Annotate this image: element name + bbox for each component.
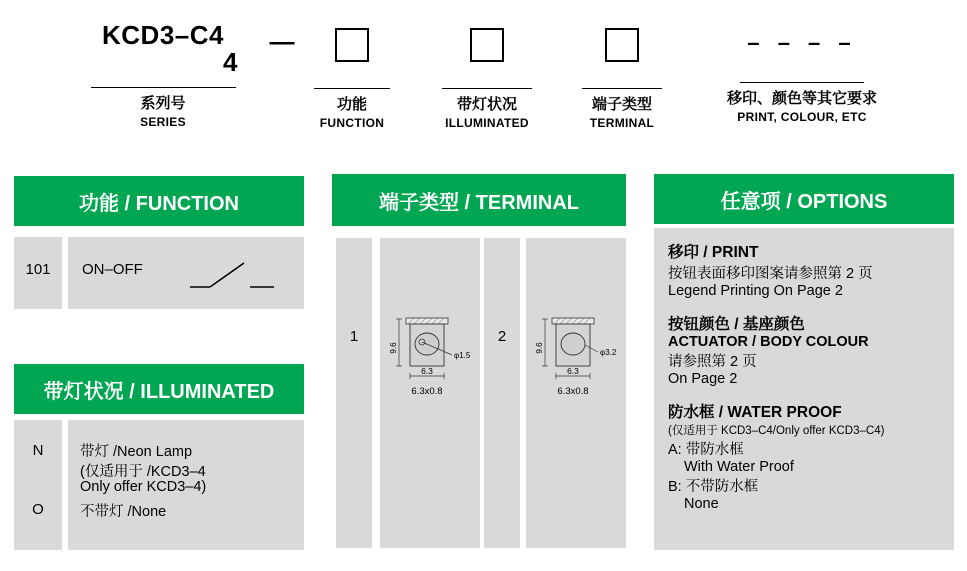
header-column-separator-dash — [262, 30, 302, 55]
terminal-code-1: 1 — [349, 328, 359, 345]
options-label-en: PRINT, COLOUR, ETC — [737, 110, 867, 124]
function-panel-header — [14, 176, 304, 226]
function-code-101: 101 — [25, 261, 51, 278]
illuminated-n-line-1: 带灯 /Neon Lamp — [80, 444, 193, 460]
options-spacer-1 — [668, 299, 942, 312]
illuminated-panel-title: 带灯状况 / ILLUMINATED — [43, 380, 275, 403]
options-panel-header — [654, 174, 954, 224]
function-row-code-cell — [14, 237, 62, 309]
terminal-row-1-drawing-cell — [380, 238, 480, 548]
terminal-1-dim-width: 6.3 — [421, 366, 433, 376]
options-waterproof-option-a-en: With Water Proof — [684, 459, 794, 475]
terminal-label-en: TERMINAL — [589, 116, 655, 130]
illuminated-label-cn: 带灯状况 — [456, 96, 517, 113]
options-print-line-2: Legend Printing On Page 2 — [668, 283, 843, 299]
series-label-en: SERIES — [140, 114, 186, 129]
options-dashes: – – – – — [747, 30, 857, 55]
options-section-print-heading: 移印 / PRINT — [668, 244, 759, 261]
illuminated-panel-header — [14, 364, 304, 414]
terminal-underline — [582, 88, 662, 89]
illuminated-label-en: ILLUMINATED — [445, 116, 529, 130]
options-section-colour-heading: 按钮颜色 / 基座颜色 — [668, 316, 805, 333]
illuminated-desc-cell — [68, 420, 304, 550]
terminal-2-dim-hole: φ3.2 — [600, 348, 617, 357]
series-code: KCD3–C4 4 — [102, 20, 238, 78]
illuminated-n-line-2: (仅适用于 /KCD3–4 — [80, 464, 206, 480]
terminal-2-dim-height: 9.6 — [535, 342, 544, 354]
terminal-panel-title: 端子类型 / TERMINAL — [379, 191, 579, 214]
separator-dash: — — [269, 28, 295, 56]
illuminated-code-n: N — [32, 442, 44, 459]
function-row-desc-cell — [68, 237, 304, 309]
options-colour-line-3: On Page 2 — [668, 371, 738, 387]
options-waterproof-option-b-en: None — [684, 496, 719, 512]
part-number-breakdown — [0, 0, 967, 150]
terminal-code-2: 2 — [497, 328, 507, 345]
illuminated-o-line-1: 不带灯 /None — [80, 504, 167, 520]
header-column-series — [84, 22, 242, 129]
series-label-cn: 系列号 — [140, 94, 186, 112]
header-column-function — [306, 28, 398, 130]
terminal-2-dim-width: 6.3 — [567, 366, 579, 376]
terminal-row-1-code-cell — [336, 238, 372, 548]
function-underline — [314, 88, 390, 89]
terminal-label-cn: 端子类型 — [591, 96, 652, 113]
options-colour-line-1: ACTUATOR / BODY COLOUR — [668, 334, 869, 350]
options-panel-title: 任意项 / OPTIONS — [720, 190, 888, 213]
terminal-1-dim-height: 9.6 — [389, 342, 398, 354]
options-print-line-1: 按钮表面移印图案请参照第 2 页 — [668, 266, 873, 282]
terminal-2-caption: 6.3x0.8 — [557, 386, 589, 397]
illuminated-code-o: O — [32, 501, 44, 518]
options-section-waterproof-heading: 防水框 / WATER PROOF — [668, 404, 842, 421]
illuminated-n-line-3: Only offer KCD3–4) — [80, 479, 207, 495]
terminal-2-drawing-icon — [526, 300, 626, 440]
terminal-row-2-code-cell — [484, 238, 520, 548]
header-column-options — [692, 30, 912, 124]
options-label-cn: 移印、颜色等其它要求 — [726, 90, 877, 107]
options-colour-line-2: 请参照第 2 页 — [668, 354, 757, 370]
terminal-1-drawing-icon — [380, 300, 480, 440]
terminal-row-2-drawing-cell — [526, 238, 626, 548]
function-desc-label: ON–OFF — [82, 261, 143, 278]
series-underline — [91, 87, 236, 88]
terminal-1-caption: 6.3x0.8 — [411, 386, 443, 397]
options-underline — [740, 82, 864, 83]
options-waterproof-option-b: B: 不带防水框 — [668, 479, 759, 495]
function-code-box — [335, 28, 369, 62]
spdt-switch-symbol-icon — [188, 251, 288, 297]
function-label-cn: 功能 — [336, 96, 367, 113]
options-waterproof-option-a: A: 带防水框 — [668, 442, 744, 458]
function-label-en: FUNCTION — [319, 116, 385, 130]
header-column-illuminated — [434, 28, 540, 130]
illuminated-underline — [442, 88, 532, 89]
illuminated-code-box — [470, 28, 504, 62]
terminal-code-box — [605, 28, 639, 62]
function-panel-title: 功能 / FUNCTION — [79, 192, 239, 215]
terminal-1-dim-hole: φ1.5 — [454, 351, 471, 360]
terminal-panel-header — [332, 174, 626, 226]
options-spacer-2 — [668, 387, 942, 400]
illuminated-code-cell — [14, 420, 62, 550]
header-column-terminal — [574, 28, 670, 130]
options-waterproof-note: (仅适用于 KCD3–C4/Only offer KCD3–C4) — [668, 425, 885, 437]
options-panel-body — [654, 228, 954, 550]
